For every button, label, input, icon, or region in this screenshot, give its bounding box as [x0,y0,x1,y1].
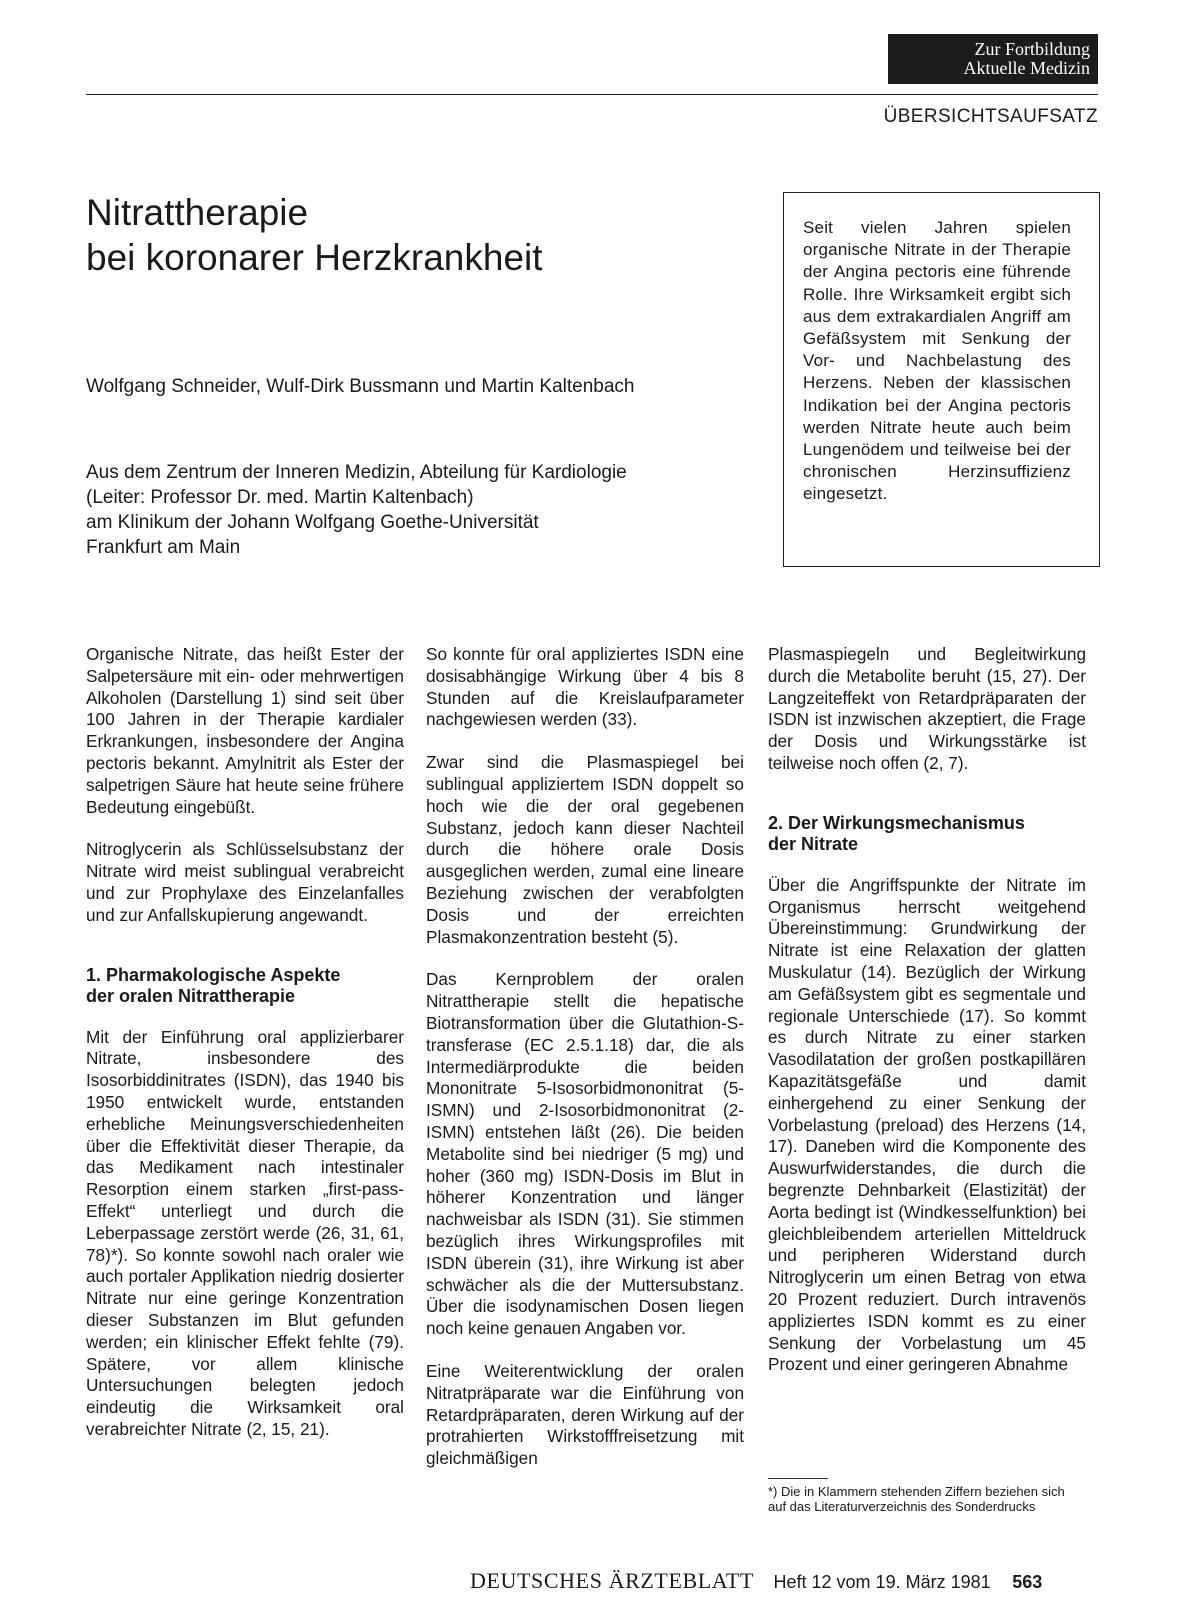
paragraph: Das Kernproblem der oralen Nitrattherapie stellt die hepatische Biotransformation über die Glutathion-S-transferase (EC 2.5.1.18) dar, die als Intermediärprodukte die beiden Mononitrate 5-Isosorbidmononitrat (5-ISMN) und 2-Isosorbidmononitrat (2-ISMN) entstehen läßt (26). Die beiden Metabolite sind bei niedriger (5 mg) und hoher (360 mg) ISDN-Dosis im Blut in höherer Konzentration und länger nachweisbar als ISDN (31). Sie stimmen bezüglich ihres Wirkungsprofiles mit ISDN überein (31), ihre Wirkung ist aber schwächer als die der Muttersubstanz. Über die isodynamischen Dosen liegen noch keine genauen Angaben vor. [426,969,744,1339]
article-title [86,190,543,280]
paragraph: Nitroglycerin als Schlüsselsubstanz der Nitrate wird meist sublingual verabreicht und zur Prophylaxe des Einzelanfalles und zur Anfallskupierung angewandt. [86,839,404,925]
abstract-box [783,192,1100,567]
section-heading-2 [768,813,1086,855]
affiliation-line-4: Frankfurt am Main [86,537,241,558]
paragraph: Organische Nitrate, das heißt Ester der Salpetersäure mit ein- oder mehrwertigen Alkoholen (Darstellung 1) sind seit über 100 Jahren in der Therapie kardialer Erkrankungen, insbesondere der Angina pectoris bekannt. Amylnitrit als Ester der salpetrigen Säure hat heute seine frühere Bedeutung eingebüßt. [86,644,404,817]
affiliation-line-1: Aus dem Zentrum der Inneren Medizin, Abteilung für Kardiologie [86,462,627,483]
rubric-badge [888,34,1098,84]
column-3 [768,644,1086,1397]
paragraph: So konnte für oral appliziertes ISDN eine dosisabhängige Wirkung über 4 bis 8 Stunden auf die Kreislaufparameter nachgewiesen werden (33). [426,644,744,730]
rubric-line-1: Zur Fortbildung [974,39,1090,59]
section-label: ÜBERSICHTSAUFSATZ [883,106,1098,127]
column-1 [86,644,404,1462]
abstract-text: Seit vielen Jahren spielen organische Nitrate in der Therapie der Angina pectoris eine führende Rolle. Ihre Wirksamkeit ergibt sich aus dem extrakardialen Angriff am Gefäßsystem mit Senkung der Vor- und Nachbelastung des Herzens. Neben der klassischen Indikation bei der Angina pectoris werden Nitrate heute auch beim Lungenödem und teilweise bei der chronischen Herzinsuffizienz eingesetzt. [803,218,1071,504]
title-line-2: bei koronarer Herzkrankheit [86,237,543,278]
paragraph: Mit der Einführung oral applizierbarer Nitrate, insbesondere des Isosorbiddinitrates (ISDN), das 1940 bis 1950 entwickelt wurde, entstanden erhebliche Meinungsverschiedenheiten über die Effektivität dieser Therapie, da das Medikament nach intestinaler Resorption einem starken „first-pass-Effekt“ unterliegt und durch die Leberpassage zerstört werde (26, 31, 61, 78)*). So konnte sowohl nach oraler wie auch portaler Applikation niedrig dosierter Nitrate nur eine geringe Konzentration dieser Substanzen im Blut gefunden werden; ein klinischer Effekt fehlte (79). Spätere, vor allem klinische Untersuchungen belegten jedoch eindeutig die Wirksamkeit oral verabreichter Nitrate (2, 15, 21). [86,1026,404,1439]
heading-line-1: 2. Der Wirkungsmechanismus [768,812,1025,833]
rubric-line-2: Aktuelle Medizin [963,58,1090,78]
issue-info: Heft 12 vom 19. März 1981 [773,1572,991,1592]
footnote: *) Die in Klammern stehenden Ziffern beziehen sich auf das Literaturverzeichnis des Sonderdrucks [768,1484,1065,1514]
section-heading-1 [86,965,404,1007]
affiliation-line-3: am Klinikum der Johann Wolfgang Goethe-Universität [86,512,539,533]
journal-footer [470,1568,1042,1594]
journal-name: DEUTSCHES ÄRZTEBLATT [470,1568,754,1593]
heading-line-2: der Nitrate [768,833,859,854]
paragraph: Eine Weiterentwicklung der oralen Nitratpräparate war die Einführung von Retardpräparaten, deren Wirkung auf der protrahierten Wirkstofffreisetzung mit gleichmäßigen [426,1360,744,1469]
title-line-1: Nitrattherapie [86,192,309,233]
paragraph: Zwar sind die Plasmaspiegel bei sublingual appliziertem ISDN doppelt so hoch wie die der oral gegebenen Substanz, jedoch kann dieser Nachteil durch die höhere orale Dosis ausgeglichen werden, zumal eine lineare Beziehung zwischen der verabfolgten Dosis und der erreichten Plasmakonzentration besteht (5). [426,752,744,947]
footnote-rule [768,1478,828,1479]
abstract-box-left-rule [783,192,784,567]
paragraph: Über die Angriffspunkte der Nitrate im Organismus herrscht weitgehend Übereinstimmung: Grundwirkung der Nitrate ist eine Relaxation der glatten Muskulatur (14). Bezüglich der Wirkung am Gefäßsystem gibt es segmentale und regionale Unterschiede (17). So kommt es durch Nitrate zu einer starken Vasodilatation der großen postkapillären Kapazitätsgefäße und damit einhergehend zu einer Senkung der Vorbelastung (preload) des Herzens (14, 17). Daneben wird die Komponente des Auswurfwiderstandes, die durch die begrenzte Dehnbarkeit (Elastizität) der Aorta bedingt ist (Windkesselfunktion) bei gleichbleibendem arteriellen Mitteldruck und peripheren Widerstand durch Nitroglycerin um einen Betrag von etwa 20 Prozent reduziert. Durch intravenös appliziertes ISDN kommt es zu einer Senkung der Vorbelastung um 45 Prozent und einer geringeren Abnahme [768,874,1086,1375]
affiliation-line-2: (Leiter: Professor Dr. med. Martin Kaltenbach) [86,487,474,508]
page-number: 563 [1012,1572,1043,1592]
heading-line-2: der oralen Nitrattherapie [86,985,296,1006]
affiliation [86,460,627,560]
authors: Wolfgang Schneider, Wulf-Dirk Bussmann und Martin Kaltenbach [86,376,635,397]
column-2 [426,644,744,1491]
paragraph: Plasmaspiegeln und Begleitwirkung durch die Metabolite beruht (15, 27). Der Langzeiteffekt von Retardpräparaten der ISDN ist inzwischen akzeptiert, die Frage der Dosis und Wirkungsstärke ist teilweise noch offen (2, 7). [768,644,1086,773]
heading-line-1: 1. Pharmakologische Aspekte [86,964,341,985]
header-rule [86,94,1098,95]
